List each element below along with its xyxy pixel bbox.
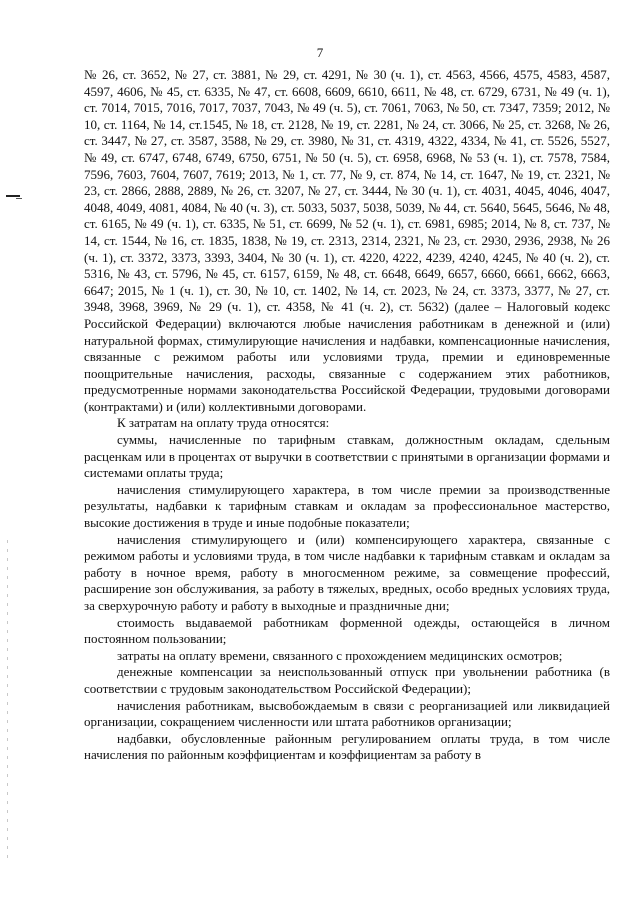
scan-artifact-mark-small xyxy=(16,198,22,199)
paragraph-redundancy-charges: начисления работникам, высвобождаемым в связи с реорганизацией или ликвидацией организации, сокращением численности или штата работников организации; xyxy=(84,697,610,730)
paragraph-tariff-sums: суммы, начисленные по тарифным ставкам, должностным окладам, сдельным расценкам или в процентах от выручки в соответствии с принятыми в организации формами и системами оплаты труда; xyxy=(84,432,610,481)
paragraph-medical-exams: затраты на оплату времени, связанного с прохождением медицинских осмотров; xyxy=(117,647,563,663)
paragraph-vacation-compensation: денежные компенсации за неиспользованный отпуск при увольнении работника (в соответствии с трудовым законодательством Российской Федерации); xyxy=(84,664,610,696)
paragraph-continuation: № 26, ст. 3652, № 27, ст. 3881, № 29, ст. 4291, № 30 (ч. 1), ст. 4563, 4566, 4575, 4583, 4587, 4597, 4606, № 45, ст. 6335, № 47, ст. 6608, 6609, 6610, 6611, № 48, ст. 6729, 6731, № 49 (ч. 1), ст. 7014, 7015, 7016, 7017, 7037, 7043, № 49 (ч. 5), ст. 7061, 7063, № 50, ст. 7347, 7359; 2012, № 10, ст. 1164, № 14, ст.1545, № 18, ст. 2128, № 19, ст. 2281, № 24, ст. 3066, № 25, ст. 3268, № 26, ст. 3447, № 27, ст. 3587, 3588, № 29, ст. 3980, № 31, ст. 4319, 4322, 4334, № 41, ст. 5526, 5527, № 49, ст. 6747, 6748, 6749, 6750, 6751, № 50 (ч. 5), ст. 6958, 6968, № 53 (ч. 1), ст. 7578, 7584, 7596, 7603, 7604, 7607, 7619; 2013, № 1, ст. 77, № 9, ст. 874, № 14, ст. 1647, № 19, ст. 2321, № 23, ст. 2866, 2888, 2889, № 26, ст. 3207, № 27, ст. 3444, № 30 (ч. 1), ст. 4031, 4045, 4046, 4047, 4048, 4049, 4081, 4084, № 40 (ч. 3), ст. 5033, 5037, 5038, 5039, № 44, ст. 5640, 5645, 5646, № 48, ст. 6165, № 49 (ч. 1), ст. 6335, № 51, ст. 6699, № 52 (ч. 1), ст. 6981, 6985; 2014, № 8, ст. 737, № 14, ст. 1544, № 16, ст. 1835, 1838, № 19, ст. 2313, 2314, 2321, № 23, ст. 2930, 2936, 2938, № 26 (ч. 1), ст. 3372, 3373, 3393, 3404, № 30 (ч. 1), ст. 4220, 4222, 4239, 4240, 4245, № 40 (ч. 2), ст. 5316, № 43, ст. 5796, № 45, ст. 6157, 6159, № 48, ст. 6648, 6649, 6657, 6660, 6661, 6662, 6663, 6647; 2015, № 1 (ч. 1), ст. 30, № 10, ст. 1402, № 14, ст. 2023, № 24, ст. 3373, 3377, № 27, ст. 3948, 3968, 3969, № 29 (ч. 1), ст. 4358, № 41 (ч. 2), ст. 5632) (далее – Налоговый кодекс Российской Федерации) включаются любые начисления работникам в денежной и (или) натуральной формах, стимулирующие начисления и надбавки, компенсационные начисления, связанные с режимом работы или условиями труда, премии и единовременные поощрительные начисления, расходы, связанные с содержанием этих работников, предусмотренные нормами законодательства Российской Федерации, трудовыми договорами (контрактами) и (или) коллективными договорами. xyxy=(84,67,610,414)
paragraph-regional-allowances: надбавки, обусловленные районным регулированием оплаты труда, в том числе начисления по районным коэффициентам и коэффициентам за работу в xyxy=(84,730,610,763)
paragraph-uniform-cost: стоимость выдаваемой работникам форменной одежды, остающейся в личном постоянном пользовании; xyxy=(84,614,610,647)
page-number: 7 xyxy=(316,45,324,60)
paragraph-compensation-charges: начисления стимулирующего и (или) компенсирующего характера, связанные с режимом работы и условиями труда, в том числе надбавки к тарифным ставкам и окладам за работу в ночное время, работу в многосменном режиме, за совмещение профессий, расширение зон обслуживания, за работу в тяжелых, вредных, особо вредных условиях труда, за сверхурочную работу и работу в выходные и праздничные дни; xyxy=(84,531,610,613)
paragraph-labor-costs-intro: К затратам на оплату труда относятся: xyxy=(117,415,330,431)
scan-binding-edge xyxy=(7,540,8,860)
scan-artifact-mark xyxy=(6,195,20,197)
paragraph-incentive-charges: начисления стимулирующего характера, в том числе премии за производственные результаты, надбавки к тарифным ставкам и окладам за профессиональное мастерство, высокие достижения в труде и иные подобные показатели; xyxy=(84,481,610,531)
document-body xyxy=(84,67,610,764)
